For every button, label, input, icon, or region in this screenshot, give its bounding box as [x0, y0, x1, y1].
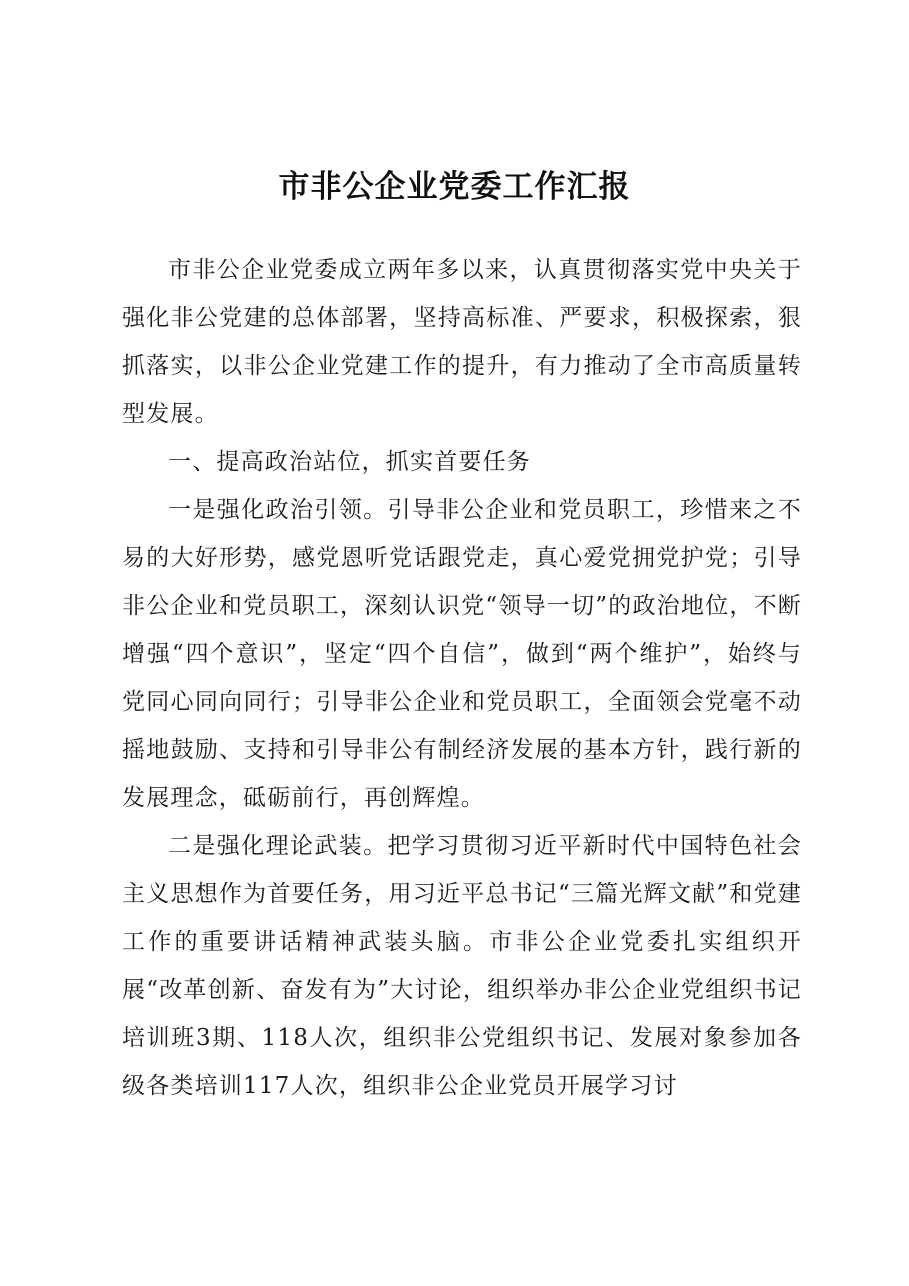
document-title: 市非公企业党委工作汇报	[278, 169, 631, 205]
section-heading-1: 一、提高政治站位，抓实首要任务	[168, 449, 531, 475]
paragraph-political-guidance: 一是强化政治引领。引导非公企业和党员职工，珍惜来之不易的大好形势，感党恩听党话跟党走，真心爱党拥党护党；引导非公企业和党员职工，深刻认识党“领导一切”的政治地位，不断增强“四个意识”，坚定“四个自信”，做到“两个维护”，始终与党同心同向同行；引导非公企业和党员职工，全面领会党毫不动摇地鼓励、支持和引导非公有制经济发展的基本方针，践行新的发展理念，砥砺前行，再创辉煌。	[122, 497, 802, 811]
paragraph-intro: 市非公企业党委成立两年多以来，认真贯彻落实党中央关于强化非公党建的总体部署，坚持高标准、严要求，积极探索，狠抓落实，以非公企业党建工作的提升，有力推动了全市高质量转型发展。	[122, 257, 802, 427]
paragraph-theory-arming: 二是强化理论武装。把学习贯彻习近平新时代中国特色社会主义思想作为首要任务，用习近平总书记“三篇光辉文献”和党建工作的重要讲话精神武装头脑。市非公企业党委扎实组织开展“改革创新、奋发有为”大讨论，组织举办非公企业党组织书记培训班3期、118人次，组织非公党组织书记、发展对象参加各级各类培训117人次，组织非公企业党员开展学习讨	[122, 833, 802, 1099]
document-body	[122, 246, 802, 1110]
